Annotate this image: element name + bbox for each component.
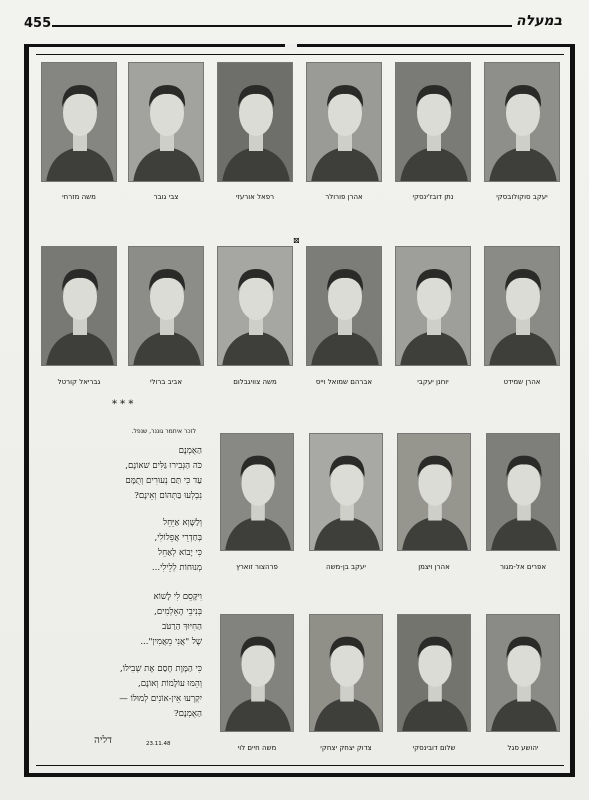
portrait-shoulders	[402, 517, 468, 551]
portrait-photo	[484, 62, 560, 182]
portrait-shoulders	[314, 517, 380, 551]
portrait-caption: אהרן שמידט	[503, 378, 541, 386]
portrait-shoulders	[46, 147, 114, 182]
portrait-photo	[220, 614, 294, 732]
portrait-caption: אפרים אל-מגור	[499, 563, 547, 571]
portrait-shoulders	[133, 331, 201, 366]
portrait-silhouette	[310, 434, 383, 551]
portrait-shoulders	[311, 331, 379, 366]
portrait-silhouette	[485, 247, 560, 366]
portrait-photo	[486, 614, 560, 732]
poem-line: הַחִיּוּךְ הַרַטֹּב	[162, 622, 202, 632]
portrait-shoulders	[314, 698, 380, 732]
portrait-caption: משה מזרחי	[62, 193, 96, 201]
portrait-caption: משה חיים לוי	[237, 744, 277, 752]
portrait-caption: נתן דובז'ינסקי	[412, 193, 454, 201]
portrait-silhouette	[487, 434, 560, 551]
portrait-shoulders	[491, 698, 557, 732]
portrait-silhouette	[398, 434, 471, 551]
portrait-shoulders	[489, 331, 557, 366]
portrait-shoulders	[400, 147, 468, 182]
portrait-silhouette	[218, 63, 293, 182]
portrait-silhouette	[398, 615, 471, 732]
portrait-photo	[306, 246, 382, 366]
portrait-photo	[397, 614, 471, 732]
portrait-photo	[395, 62, 471, 182]
poem-stanza	[52, 590, 202, 650]
portrait-caption: אהרן פורולר	[325, 193, 363, 201]
portrait-silhouette	[221, 434, 294, 551]
poem-line: כֹּה הַגְּבִירוּ גַּלִּים שׁאוֹנָם,	[125, 461, 202, 471]
poem-line: מְנוּחוֹת לְלֵילִי...	[151, 563, 202, 573]
poem-stanza	[52, 662, 202, 722]
portrait-silhouette	[307, 63, 382, 182]
poem-stanza	[52, 516, 202, 576]
portrait-silhouette	[129, 63, 204, 182]
portrait-photo	[217, 62, 293, 182]
poem-stanza	[52, 444, 202, 504]
portrait-silhouette	[221, 615, 294, 732]
portrait-shoulders	[222, 331, 290, 366]
portrait-photo	[220, 433, 294, 551]
portrait-photo	[397, 433, 471, 551]
portrait-photo	[41, 246, 117, 366]
poem-line: עַד כִּי תַּם נְעוּרִים וְתֻמָּם	[125, 476, 202, 486]
portrait-silhouette	[307, 247, 382, 366]
portrait-caption: יעקב סוקולובסקי	[496, 193, 548, 201]
header-rule	[52, 25, 512, 27]
portrait-silhouette	[218, 247, 293, 366]
poem-line: הַאֻמְנָם?	[174, 709, 202, 719]
portrait-shoulders	[225, 698, 291, 732]
portrait-shoulders	[489, 147, 557, 182]
portrait-shoulders	[222, 147, 290, 182]
portrait-silhouette	[129, 247, 204, 366]
poem-line: יִקְרְעוּ אֵין-אוֹנִים לְמוּלוֹ —	[119, 694, 202, 704]
portrait-shoulders	[225, 517, 291, 551]
portrait-photo	[309, 433, 383, 551]
poem-line: הַאֻמְנָם	[178, 446, 202, 456]
poem-line: בְּחַדְרֵי אֲפֵלוֹלִי,	[154, 533, 202, 543]
portrait-photo	[484, 246, 560, 366]
poem-stars: * * *	[112, 399, 134, 410]
portrait-photo	[395, 246, 471, 366]
poem-line: וְלַשָּׁוְא אַיֵּחֵל	[163, 518, 202, 528]
portrait-caption: יוחנן יעקבי	[417, 378, 449, 386]
portrait-silhouette	[485, 63, 560, 182]
portrait-caption: שלום דובינסקי	[412, 744, 456, 752]
portrait-shoulders	[311, 147, 379, 182]
portrait-shoulders	[402, 698, 468, 732]
poem-dedication: לזכר איתמר גוננר, שנפל.	[131, 428, 196, 435]
portrait-caption: צבי גובר	[153, 193, 179, 201]
poem-line: וְהֵמּוּ עוֹלָמוֹת וְאוֹנָם,	[138, 679, 202, 689]
poem-line: וִיקָּסֵם לִי לָשׁוֹא	[153, 592, 202, 602]
portrait-photo	[41, 62, 117, 182]
portrait-caption: גבריאל קורטל	[57, 378, 101, 386]
portrait-caption: אהרן ויצמן	[418, 563, 450, 571]
poem-line: שֶׁל "אֲנִי מֵאֲמִין"...	[140, 637, 202, 647]
portrait-silhouette	[42, 247, 117, 366]
portrait-caption: צדוק יצחק יצחקי	[320, 744, 372, 752]
portrait-silhouette	[396, 247, 471, 366]
center-mark: ⊠	[293, 236, 300, 245]
portrait-silhouette	[487, 615, 560, 732]
portrait-caption: רפאל אורעזי	[235, 193, 275, 201]
portrait-caption: יעקב בן-משה	[326, 563, 366, 571]
portrait-silhouette	[42, 63, 117, 182]
portrait-caption: אביב ברולי	[149, 378, 182, 386]
poem-date: 23.11.48	[146, 741, 171, 747]
portrait-photo	[217, 246, 293, 366]
portrait-shoulders	[400, 331, 468, 366]
portrait-caption: אברהם שמואל וייס	[315, 378, 373, 386]
portrait-photo	[306, 62, 382, 182]
poem-author: דליה	[94, 735, 112, 746]
portrait-photo	[128, 246, 204, 366]
portrait-silhouette	[310, 615, 383, 732]
portrait-shoulders	[491, 517, 557, 551]
poem-line: כִּי הַמָּוֶת חָסַם אֶת שְׁבִילוֹ,	[119, 664, 202, 674]
poem-line: נִבְלְעוּ בַּתְּהוֹם וְאֵינָם?	[134, 491, 202, 501]
portrait-shoulders	[133, 147, 201, 182]
portrait-shoulders	[46, 331, 114, 366]
portrait-photo	[309, 614, 383, 732]
masthead: במעלה	[516, 13, 563, 29]
poem-line: בְּנִיבֵי הָאֵלְמִים,	[154, 607, 202, 617]
portrait-caption: פרהצור זוארץ	[236, 563, 278, 571]
page-number: 455	[24, 16, 52, 31]
portrait-silhouette	[396, 63, 471, 182]
portrait-caption: משה צוויגבלום	[233, 378, 277, 386]
portrait-photo	[486, 433, 560, 551]
frame-gap	[285, 44, 297, 50]
portrait-caption: יהושע סגל	[507, 744, 539, 752]
portrait-photo	[128, 62, 204, 182]
poem-line: כִּי יָבוֹא לְאַחֵל	[158, 548, 202, 558]
